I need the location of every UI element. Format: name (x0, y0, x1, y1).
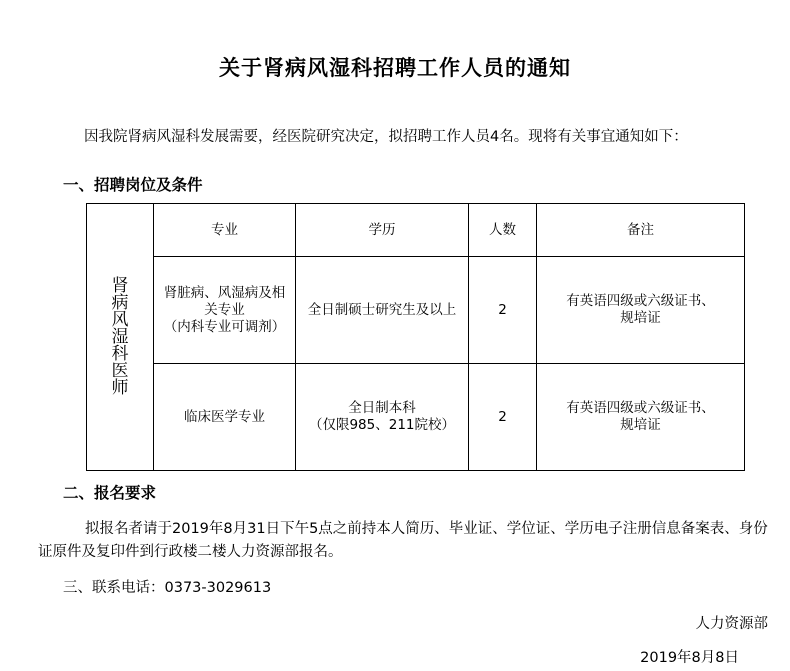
cell-education (296, 364, 469, 471)
page-title: 关于肾病风湿科招聘工作人员的通知 (219, 55, 571, 80)
intro-paragraph: 因我院肾病风湿科发展需要，经医院研究决定，拟招聘工作人员4名。现将有关事宜通知如下： (84, 129, 688, 145)
major-text: 临床医学专业 (184, 408, 265, 425)
positions-table (86, 203, 745, 471)
role-char: 科 (111, 343, 129, 364)
section-heading-requirements: 二、报名要求 (63, 484, 157, 502)
major-note: （内科专业可调剂） (163, 318, 286, 335)
role-cell (87, 204, 154, 471)
header-education: 学历 (296, 204, 469, 257)
cell-count: 2 (469, 257, 537, 364)
header-major: 专业 (154, 204, 296, 257)
role-char: 肾 (111, 275, 129, 296)
header-count: 人数 (469, 204, 537, 257)
education-text: 全日制本科 (348, 400, 416, 416)
education-text: 全日制硕士研究生及以上 (307, 301, 457, 318)
section-heading-positions: 一、招聘岗位及条件 (63, 176, 203, 194)
cell-major (154, 257, 296, 364)
role-char: 湿 (111, 326, 129, 347)
remark-line: 有英语四级或六级证书、 (566, 400, 715, 416)
cell-remark (537, 364, 745, 471)
header-remark: 备注 (537, 204, 745, 257)
signature-department: 人力资源部 (695, 616, 768, 632)
role-char: 师 (111, 377, 129, 398)
requirements-paragraph: 拟报名者请于2019年8月31日下午5点之前持本人简历、毕业证、学位证、学历电子注册信息备案表、身份证原件及复印件到行政楼二楼人力资源部报名。 (38, 521, 768, 560)
major-text: 肾脏病、风湿病及相关专业 (163, 284, 286, 318)
cell-education (296, 257, 469, 364)
table-header-row (87, 204, 745, 257)
role-char: 医 (111, 360, 129, 381)
education-note: （仅限985、211院校） (308, 417, 456, 433)
cell-remark (537, 257, 745, 364)
cell-count: 2 (469, 364, 537, 471)
remark-line: 规培证 (620, 417, 661, 433)
contact-phone: 三、联系电话：0373-3029613 (63, 580, 272, 596)
role-char: 风 (111, 309, 129, 330)
table-row (87, 257, 745, 364)
cell-major (154, 364, 296, 471)
signature-date: 2019年8月8日 (640, 650, 739, 666)
remark-line: 有英语四级或六级证书、 (566, 293, 715, 309)
role-char: 病 (111, 292, 129, 313)
remark-line: 规培证 (620, 310, 661, 326)
table-row (87, 364, 745, 471)
